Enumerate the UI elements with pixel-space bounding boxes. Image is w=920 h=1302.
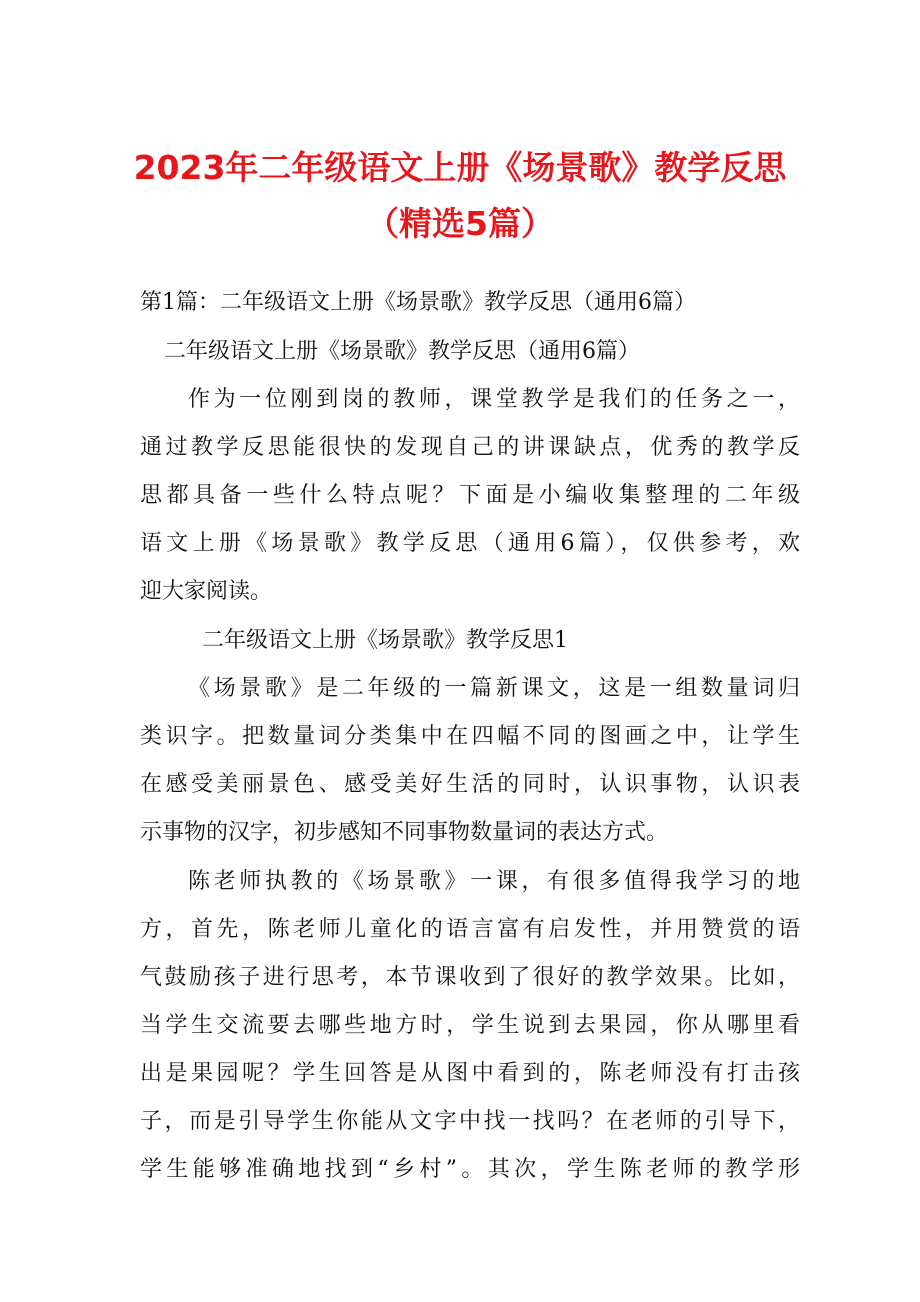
section-title: 二年级语文上册《场景歌》教学反思1 (202, 628, 568, 653)
paragraph-line: 当学生交流要去哪些地方时，学生说到去果园，你从哪里看 (140, 1013, 800, 1038)
paragraph-line: 学生能够准确地找到“乡村”。其次，学生陈老师的教学形 (140, 1157, 800, 1182)
paragraph-line: 气鼓励孩子进行思考，本节课收到了很好的教学效果。比如， (140, 965, 800, 990)
paragraph-line: 陈老师执教的《场景歌》一课，有很多值得我学习的地 (188, 869, 800, 894)
intro-line: 语文上册《场景歌》教学反思（通用6篇），仅供参考，欢 (140, 531, 800, 556)
intro-line: 思都具备一些什么特点呢？下面是小编收集整理的二年级 (140, 483, 800, 508)
paragraph-line: 《场景歌》是二年级的一篇新课文，这是一组数量词归 (188, 676, 800, 701)
chapter-heading: 第1篇：二年级语文上册《场景歌》教学反思（通用6篇） (140, 290, 696, 315)
paragraph-line: 类识字。把数量词分类集中在四幅不同的图画之中，让学生 (140, 724, 800, 749)
intro-line: 迎大家阅读。 (140, 579, 273, 604)
intro-line: 通过教学反思能很快的发现自己的讲课缺点，优秀的教学反 (140, 435, 800, 460)
paragraph-line: 示事物的汉字，初步感知不同事物数量词的表达方式。 (140, 820, 669, 845)
paragraph-line: 方，首先，陈老师儿童化的语言富有启发性，并用赞赏的语 (140, 917, 800, 942)
paragraph-line: 在感受美丽景色、感受美好生活的同时，认识事物，认识表 (140, 772, 800, 797)
paragraph-line: 子，而是引导学生你能从文字中找一找吗？在老师的引导下， (140, 1109, 800, 1134)
chapter-subheading: 二年级语文上册《场景歌》教学反思（通用6篇） (164, 339, 640, 364)
paragraph-line: 出是果园呢？学生回答是从图中看到的，陈老师没有打击孩 (140, 1061, 800, 1086)
document-title-line1: 2023年二年级语文上册《场景歌》教学反思 (133, 148, 787, 187)
intro-line: 作为一位刚到岗的教师，课堂教学是我们的任务之一， (188, 387, 800, 412)
document-title-line2: （精选5篇） (366, 204, 554, 243)
